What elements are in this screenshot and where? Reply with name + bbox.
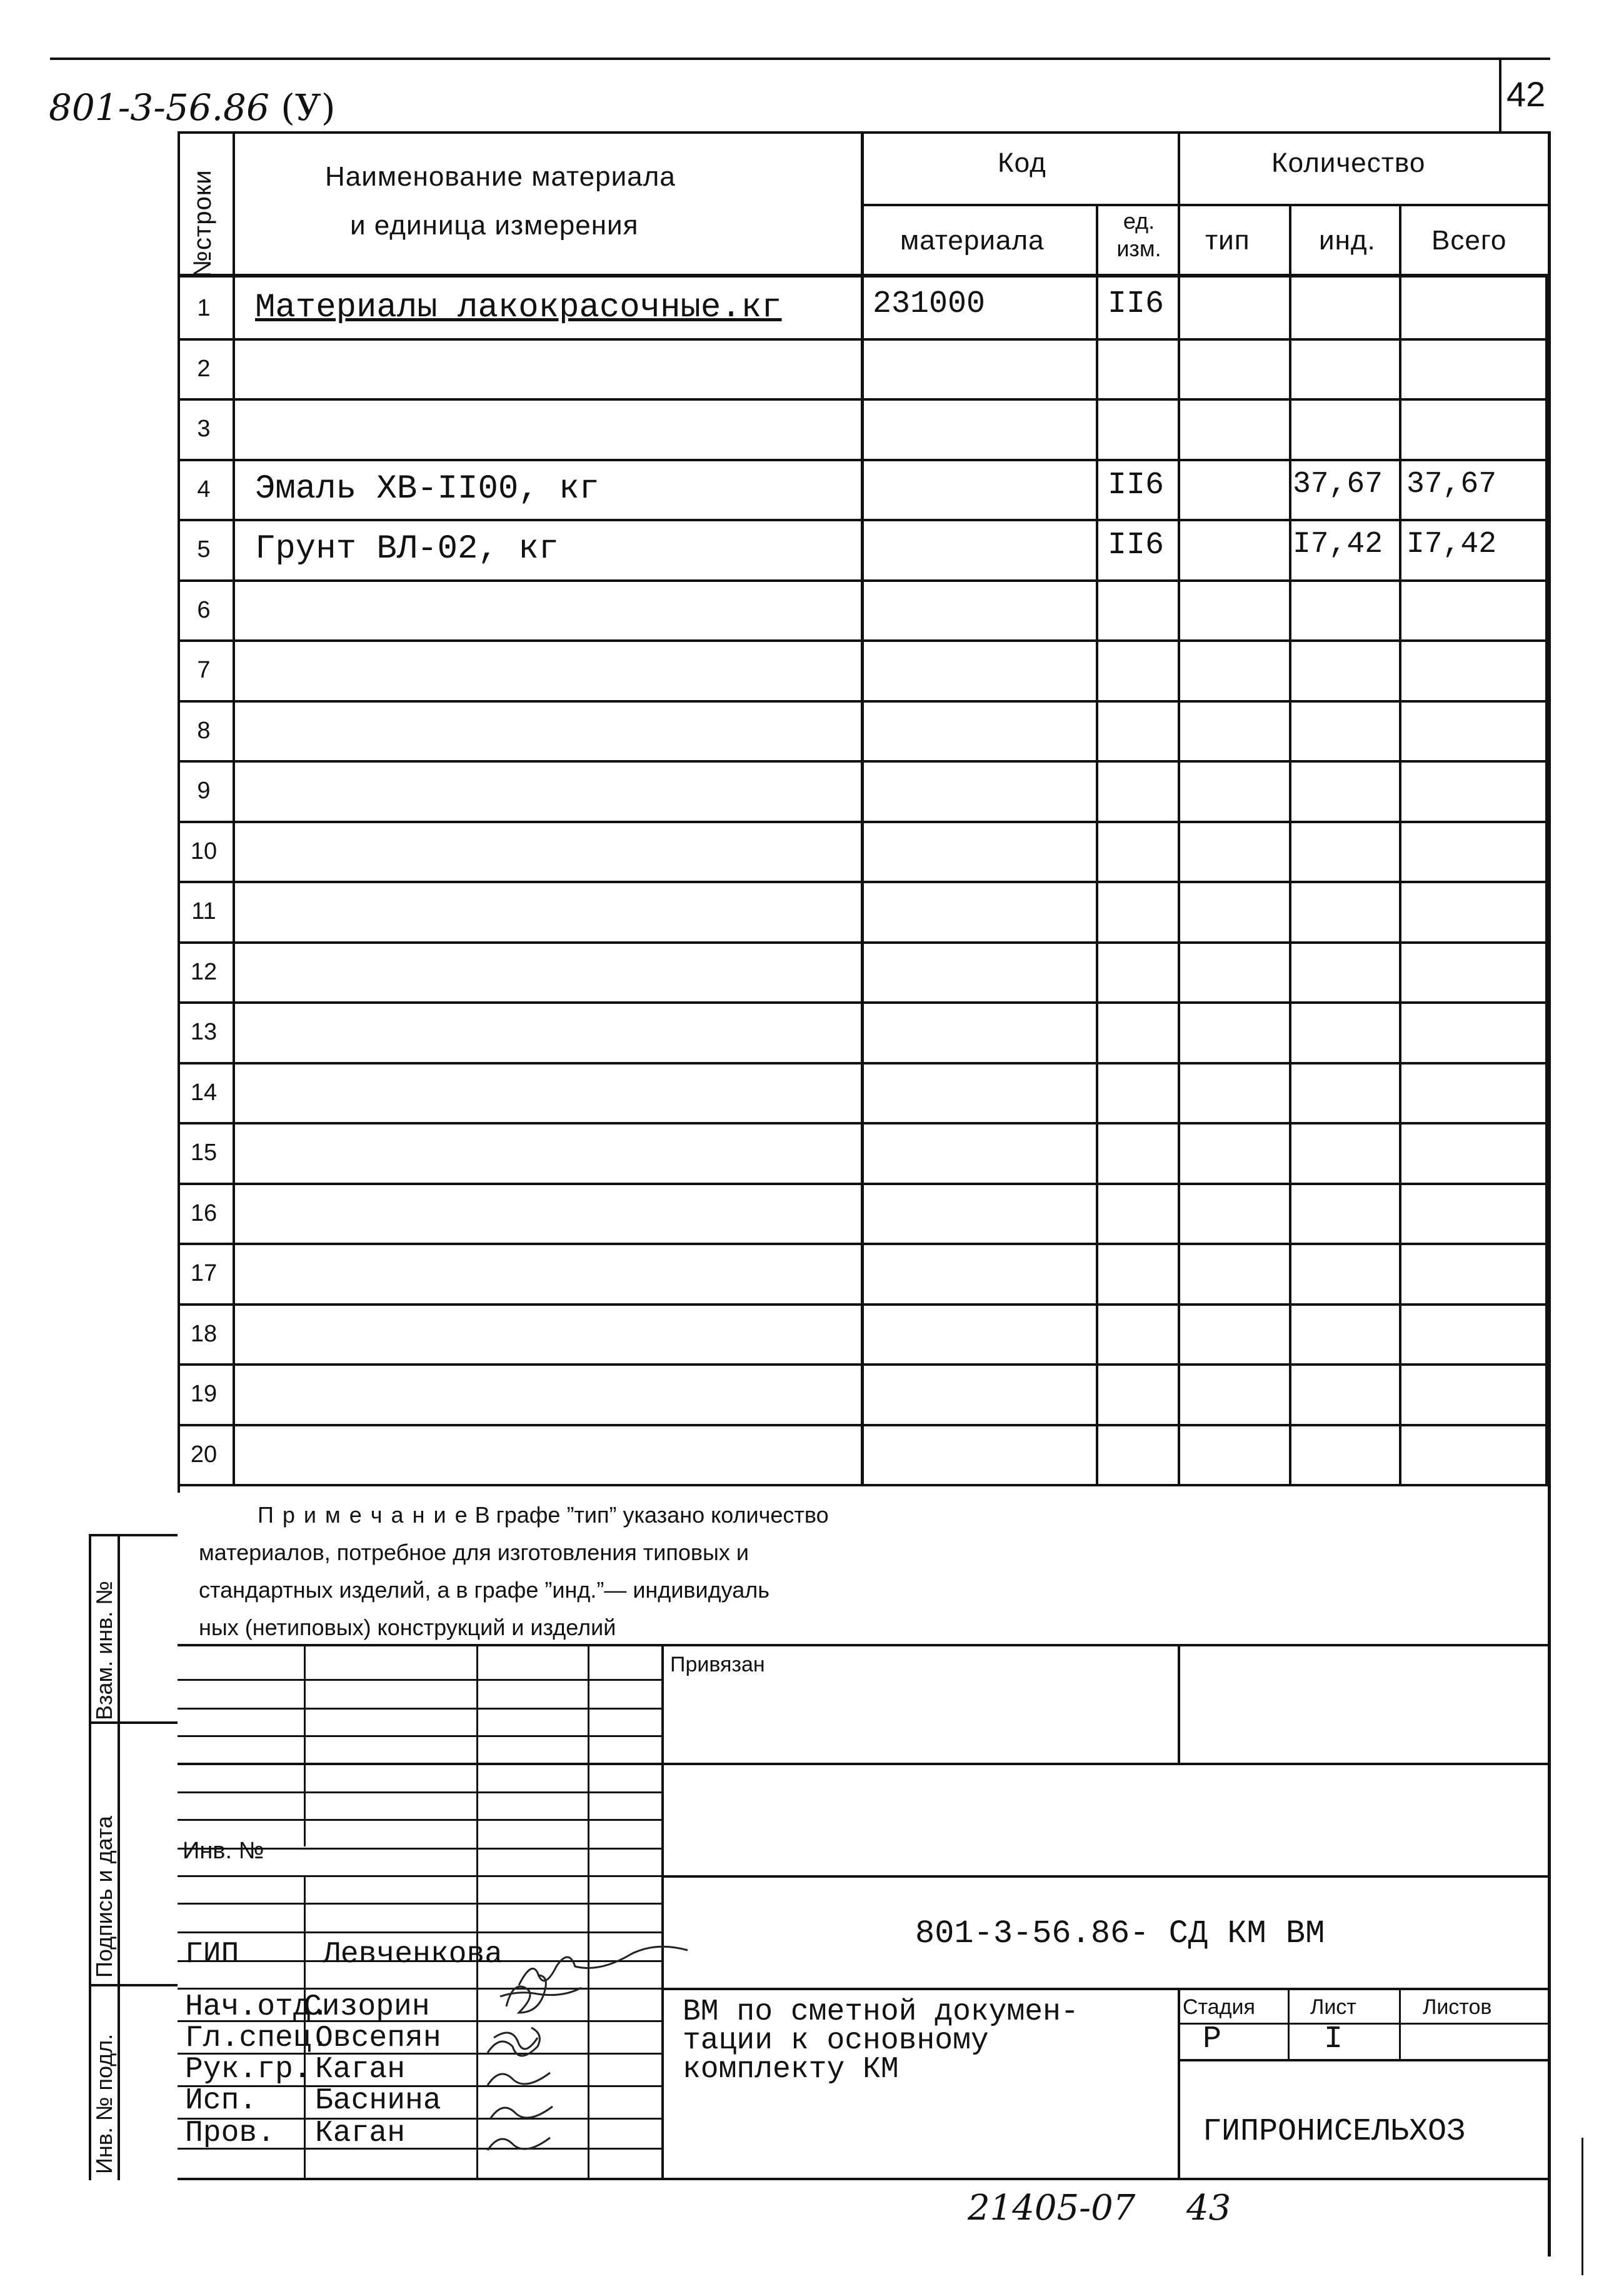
stamp-inv-podl: Инв. № подл. <box>91 2033 117 2174</box>
row-number: 2 <box>197 356 211 382</box>
stamp-podpis-data: Подпись и дата <box>91 1816 117 1978</box>
organization: ГИПРОНИСЕЛЬХОЗ <box>1203 2114 1466 2150</box>
staff-role: Нач.отд. <box>185 1990 329 2024</box>
designation: 801-3-56.86- СД КМ ВМ <box>915 1915 1325 1952</box>
row-number: 17 <box>190 1260 218 1286</box>
row-number: 10 <box>190 838 218 864</box>
footer-page: 43 <box>1186 2188 1231 2228</box>
staff-name: Сизорин <box>304 1990 430 2024</box>
row-number: 14 <box>190 1079 218 1106</box>
archive-number: 21405-07 <box>968 2188 1136 2228</box>
unit-code: II6 <box>1108 286 1165 322</box>
unit-code: II6 <box>1108 468 1165 503</box>
row-number: 1 <box>197 295 211 321</box>
note-label: П р и м е ч а н и е <box>258 1502 469 1528</box>
col-header-qty-total: Всего <box>1431 225 1507 256</box>
right-margin-tail <box>1581 2138 1583 2275</box>
row-number: 15 <box>190 1139 218 1166</box>
material-name: Эмаль ХВ-II00, кг <box>255 470 599 508</box>
qty-total: 37,67 <box>1406 468 1497 501</box>
doc-code: 801-3-56.86 <box>49 86 269 129</box>
row-number: 6 <box>197 597 211 623</box>
col-header-qty-type: тип <box>1205 225 1250 256</box>
note-line-4: ных (нетиповых) конструкций и изделий <box>199 1615 616 1640</box>
title-line-1: ВМ по сметной докумен- <box>683 1995 1079 2029</box>
qty-total: I7,42 <box>1406 528 1497 561</box>
staff-role: Пров. <box>185 2116 276 2150</box>
col-header-code-unit: ед. изм. <box>1116 208 1161 261</box>
page-number: 42 <box>1506 74 1546 114</box>
row-number: 20 <box>190 1441 218 1468</box>
sheet-label: Лист <box>1310 1995 1356 2019</box>
row-number: 11 <box>191 898 216 924</box>
staff-role: Рук.гр. <box>185 2053 311 2086</box>
col-header-name-1: Наименование материала <box>325 161 676 192</box>
title-line-3: комплекту КМ <box>683 2053 899 2086</box>
col-header-row-no: №строки <box>189 169 216 278</box>
col-header-code: Код <box>998 148 1046 178</box>
staff-name: Каган <box>315 2053 406 2086</box>
row-number: 16 <box>190 1200 218 1226</box>
row-number: 12 <box>190 959 218 985</box>
staff-name: Овсепян <box>315 2021 441 2055</box>
row-number: 4 <box>197 476 211 503</box>
col-header-name-2: и единица измерения <box>350 210 639 241</box>
qty-ind: 37,67 <box>1293 468 1383 501</box>
staff-name: Левченкова <box>323 1938 503 1971</box>
note-line-1: В графе ”тип” указано количество <box>474 1502 829 1528</box>
row-number: 18 <box>190 1321 218 1347</box>
stamp-vzam-inv: Взам. инв. № <box>91 1580 117 1720</box>
unit-code: II6 <box>1108 528 1165 563</box>
material-name: Грунт ВЛ-02, кг <box>255 530 559 568</box>
row-number: 7 <box>197 657 211 683</box>
row-number: 13 <box>190 1019 218 1045</box>
stage-label: Стадия <box>1183 1995 1255 2019</box>
staff-name: Баснина <box>315 2084 441 2118</box>
material-code: 231000 <box>873 286 986 322</box>
row-number: 3 <box>197 416 211 442</box>
row-number: 9 <box>197 778 211 804</box>
row-number: 8 <box>197 718 211 744</box>
col-header-qty: Количество <box>1271 148 1426 178</box>
staff-name: Каган <box>315 2116 406 2150</box>
col-header-code-material: материала <box>900 225 1045 256</box>
stage-value: Р <box>1203 2021 1222 2057</box>
doc-variant: (У) <box>281 86 336 129</box>
row-number: 5 <box>197 536 211 563</box>
material-name: Материалы лакокрасочные.кг <box>255 289 782 327</box>
sheets-label: Листов <box>1423 1995 1492 2019</box>
sheet-value: I <box>1324 2021 1343 2057</box>
privyazan-label: Привязан <box>670 1653 765 1676</box>
row-number: 19 <box>190 1381 218 1407</box>
col-header-qty-ind: инд. <box>1319 225 1376 256</box>
staff-role: ГИП <box>185 1938 239 1971</box>
qty-ind: I7,42 <box>1293 528 1383 561</box>
note-line-3: стандартных изделий, а в графе ”инд.”— индивидуаль <box>199 1577 770 1603</box>
note-line-2: материалов, потребное для изготовления типовых и <box>199 1540 749 1565</box>
staff-role: Исп. <box>185 2084 258 2118</box>
inv-no-label: Инв. № <box>183 1838 264 1864</box>
staff-role: Гл.спец. <box>185 2021 329 2055</box>
title-line-2: тации к основному <box>683 2024 989 2058</box>
